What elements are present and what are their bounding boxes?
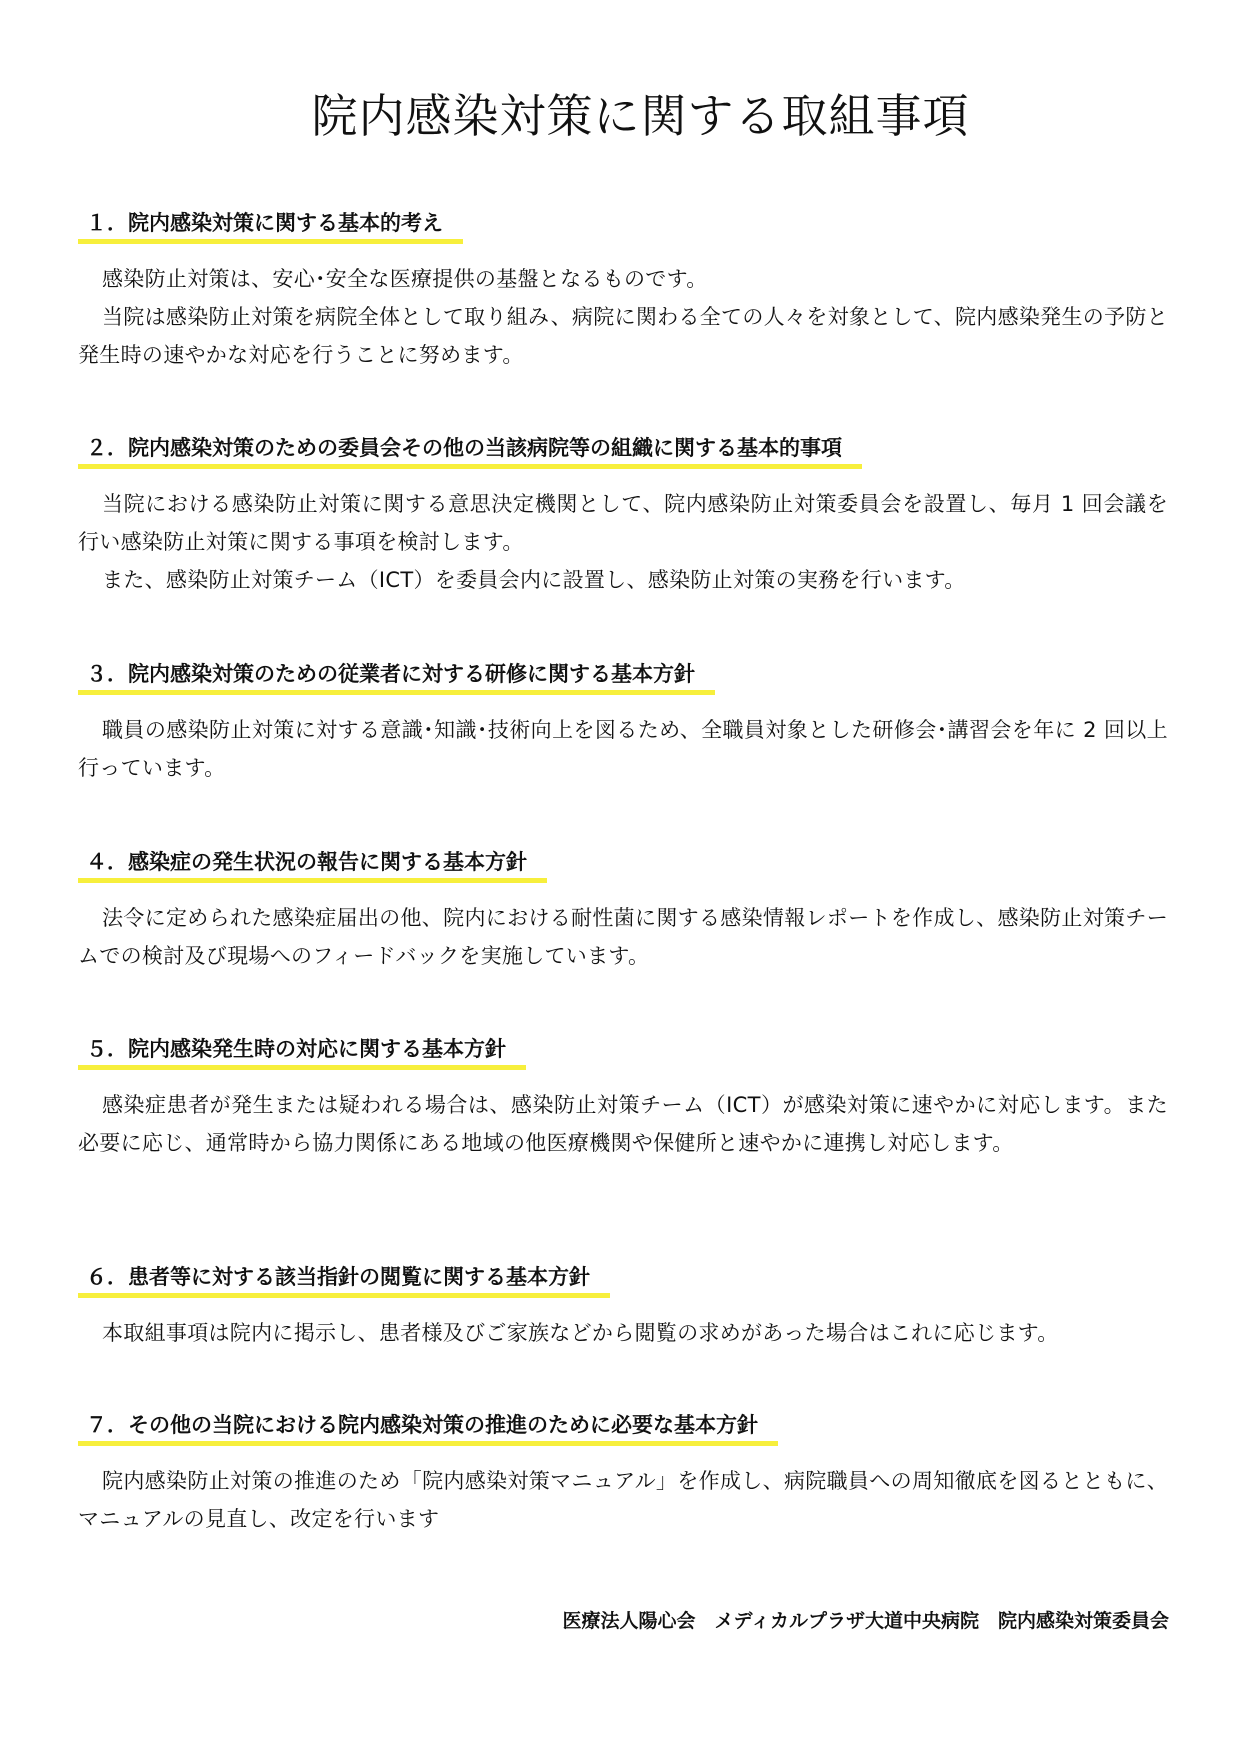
section-1 [78,208,1168,374]
paragraph: 院内感染防止対策の推進のため「院内感染対策マニュアル」を作成し、病院職員への周知徹底を図るとともに、マニュアルの見直し、改定を行います [78,1469,1168,1531]
paragraph: また、感染防止対策チーム（ICT）を委員会内に設置し、感染防止対策の実務を行います。 [102,568,966,592]
section-body [78,485,1168,599]
section-3 [78,659,1168,787]
section-5 [78,1034,1168,1162]
paragraph: 法令に定められた感染症届出の他、院内における耐性菌に関する感染情報レポートを作成し、感染防止対策チームでの検討及び現場へのフィードバックを実施しています。 [78,906,1168,968]
paragraph: 感染症患者が発生または疑われる場合は、感染防止対策チーム（ICT）が感染対策に速やかに対応します。また必要に応じ、通常時から協力関係にある地域の他医療機関や保健所と速やかに連携し対応します。 [78,1093,1168,1155]
section-heading [78,1034,526,1064]
section-4 [78,847,1168,975]
section-heading-text: ２．院内感染対策のための委員会その他の当該病院等の組織に関する基本的事項 [86,435,842,460]
section-body [78,711,1168,787]
section-heading-text: ３．院内感染対策のための従業者に対する研修に関する基本方針 [86,661,695,686]
heading-highlight [78,239,463,244]
section-2 [78,433,1168,599]
paragraph: 職員の感染防止対策に対する意識･知識･技術向上を図るため、全職員対象とした研修会･講習会を年に 2 回以上行っています。 [78,718,1168,780]
section-heading [78,433,862,463]
section-heading [78,1410,778,1440]
section-heading-text: ６．患者等に対する該当指針の閲覧に関する基本方針 [86,1264,590,1289]
section-heading-text: ４．感染症の発生状況の報告に関する基本方針 [86,849,527,874]
section-heading-text: ５．院内感染発生時の対応に関する基本方針 [86,1036,506,1061]
section-heading [78,208,463,238]
heading-highlight [78,464,862,469]
section-body [78,1314,1168,1352]
heading-highlight [78,1441,778,1446]
heading-highlight [78,690,715,695]
section-6 [78,1262,1168,1352]
section-body [78,1462,1168,1538]
section-heading-text: ７．その他の当院における院内感染対策の推進のために必要な基本方針 [86,1412,758,1437]
section-heading [78,847,547,877]
page-title: 院内感染対策に関する取組事項 [311,89,970,143]
section-body [78,1086,1168,1162]
section-heading-text: １．院内感染対策に関する基本的考え [86,210,443,235]
paragraph: 当院は感染防止対策を病院全体として取り組み、病院に関わる全ての人々を対象として、院内感染発生の予防と発生時の速やかな対応を行うことに努めます。 [78,305,1168,367]
section-heading [78,1262,610,1292]
organization-signature: 医療法人陽心会 メディカルプラザ大道中央病院 院内感染対策委員会 [562,1610,1169,1632]
section-body [78,260,1168,374]
heading-highlight [78,1065,526,1070]
heading-highlight [78,1293,610,1298]
paragraph: 感染防止対策は、安心･安全な医療提供の基盤となるものです。 [102,267,708,291]
paragraph: 本取組事項は院内に掲示し、患者様及びご家族などから閲覧の求めがあった場合はこれに応じます。 [102,1321,1059,1345]
section-7 [78,1410,1168,1538]
section-body [78,899,1168,975]
paragraph: 当院における感染防止対策に関する意思決定機関として、院内感染防止対策委員会を設置し、毎月 1 回会議を行い感染防止対策に関する事項を検討します。 [78,492,1168,554]
section-heading [78,659,715,689]
heading-highlight [78,878,547,883]
